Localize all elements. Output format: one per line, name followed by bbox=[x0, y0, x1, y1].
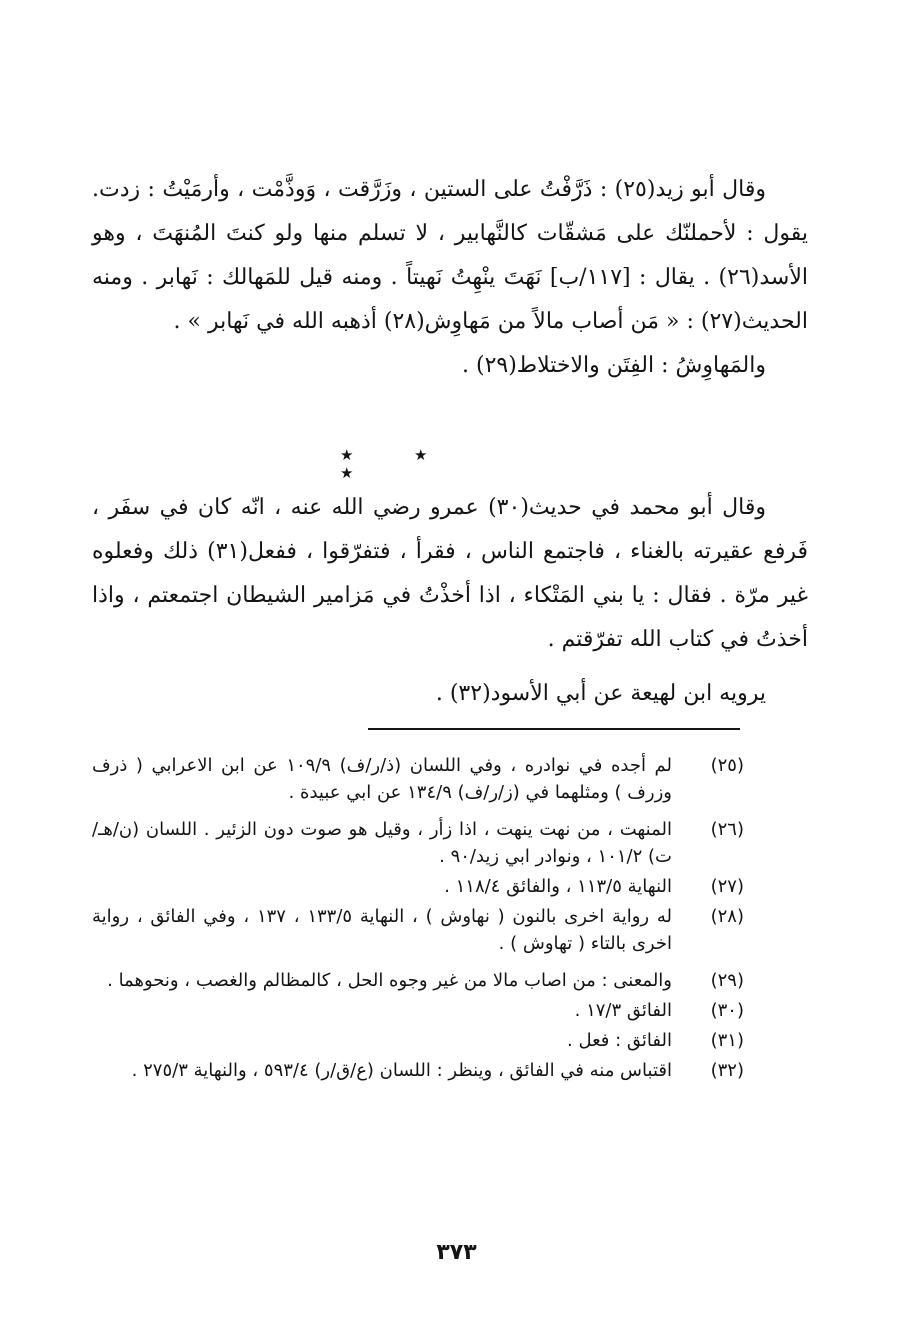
main-text-second bbox=[92, 486, 808, 716]
footnote bbox=[92, 1027, 744, 1054]
footnote bbox=[92, 816, 744, 870]
footnote-number: (٣١) bbox=[710, 1030, 744, 1051]
star-icon: ★ bbox=[340, 464, 354, 482]
page-number: ٣٧٣ bbox=[436, 1240, 477, 1265]
paragraph-abu-muhammad: وقال أبو محمد في حديث(٣٠) عمرو رضي الله عنه ، انّه كان في سفَر ، فَرفع عقيرته بالغناء ، فاجتمع الناس ، فقرأ ، فتفرّقوا ، ففعل(٣١) ذلك وفعلوه غير مرّة . فقال : يا بني المَتْكاء ، اذا أخذْتُ في مَزامير الشيطان اجتمعتم ، واذا أخذتُ في كتاب الله تفرّقتم . bbox=[92, 495, 809, 652]
footnote-text: والمعنى : من اصاب مالا من غير وجوه الحل ، كالمظالم والغصب ، ونحوهما . bbox=[107, 970, 672, 991]
footnote bbox=[92, 873, 744, 900]
footnote-number: (٢٩) bbox=[710, 970, 744, 991]
section-divider-stars bbox=[340, 446, 510, 482]
footnotes bbox=[92, 752, 744, 1087]
footnote-text: لم أجده في نوادره ، وفي اللسان (ذ/ر/ف) ١٠٩/٩ عن ابن الاعرابي ( ذرف وزرف ) ومثلهما في (ز/ر/ف) ١٣٤/٩ عن ابي عبيدة . bbox=[92, 755, 673, 803]
footnote bbox=[92, 752, 744, 806]
footnote-text: اقتباس منه في الفائق ، وينظر : اللسان (ع/ق/ر) ٥٩٣/٤ ، والنهاية ٢٧٥/٣ . bbox=[131, 1060, 672, 1081]
footnote bbox=[92, 997, 744, 1024]
footnote-number: (٢٥) bbox=[710, 755, 744, 776]
footnote bbox=[92, 903, 744, 957]
paragraph-ibn-lahia: يرويه ابن لهيعة عن أبي الأسود(٣٢) . bbox=[435, 681, 766, 706]
footnote-separator bbox=[368, 728, 740, 730]
footnote-text: الفائق : فعل . bbox=[567, 1030, 672, 1051]
footnote-number: (٢٨) bbox=[710, 906, 744, 927]
footnote-number: (٣٠) bbox=[710, 1000, 744, 1021]
star-icon: ★ bbox=[414, 446, 428, 464]
paragraph-abu-zayd: وقال أبو زيد(٢٥) : ذَرَّفْتُ على الستين ، وزَرَّقت ، وَوذَّمْت ، وأرمَيْتُ : زدت. يقول : لأحملنّك على مَشقّات كالنَّهابير ، لا تسلم منها ولو كنتَ المُنهَتَ ، وهو الأسد(٢٦) . يقال : [١١٧/ب] نَهَتَ ينْهِتُ نَهيتاً . ومنه قيل للمَهالك : نَهابر . ومنه الحديث(٢٧) : « مَن أصاب مالاً من مَهاوِش(٢٨) أذهبه الله في نَهابر » . bbox=[92, 177, 808, 334]
star-icon: ★ bbox=[340, 446, 354, 464]
footnote bbox=[92, 967, 744, 994]
footnote-text: المنهت ، من نهت ينهت ، اذا زأر ، وقيل هو صوت دون الزئير . اللسان (ن/هـ/ت) ١٠١/٢ ، ونوادر ابي زيد/٩٠ . bbox=[92, 819, 672, 867]
footnote-number: (٢٦) bbox=[710, 819, 744, 840]
footnote-text: النهاية ١١٣/٥ ، والفائق ١١٨/٤ . bbox=[444, 876, 672, 897]
main-text bbox=[92, 168, 808, 388]
footnote-number: (٢٧) bbox=[710, 876, 744, 897]
paragraph-mahawish: والمَهاوِشُ : الفِتَن والاختلاط(٢٩) . bbox=[462, 353, 766, 378]
footnote-text: الفائق ١٧/٣ . bbox=[574, 1000, 672, 1021]
footnote-text: له رواية اخرى بالنون ( نهاوش ) ، النهاية ١٣٣/٥ ، ١٣٧ ، وفي الفائق ، رواية اخرى بالتاء ( تهاوش ) . bbox=[92, 906, 673, 954]
footnote-number: (٣٢) bbox=[710, 1060, 744, 1081]
footnote bbox=[92, 1057, 744, 1084]
